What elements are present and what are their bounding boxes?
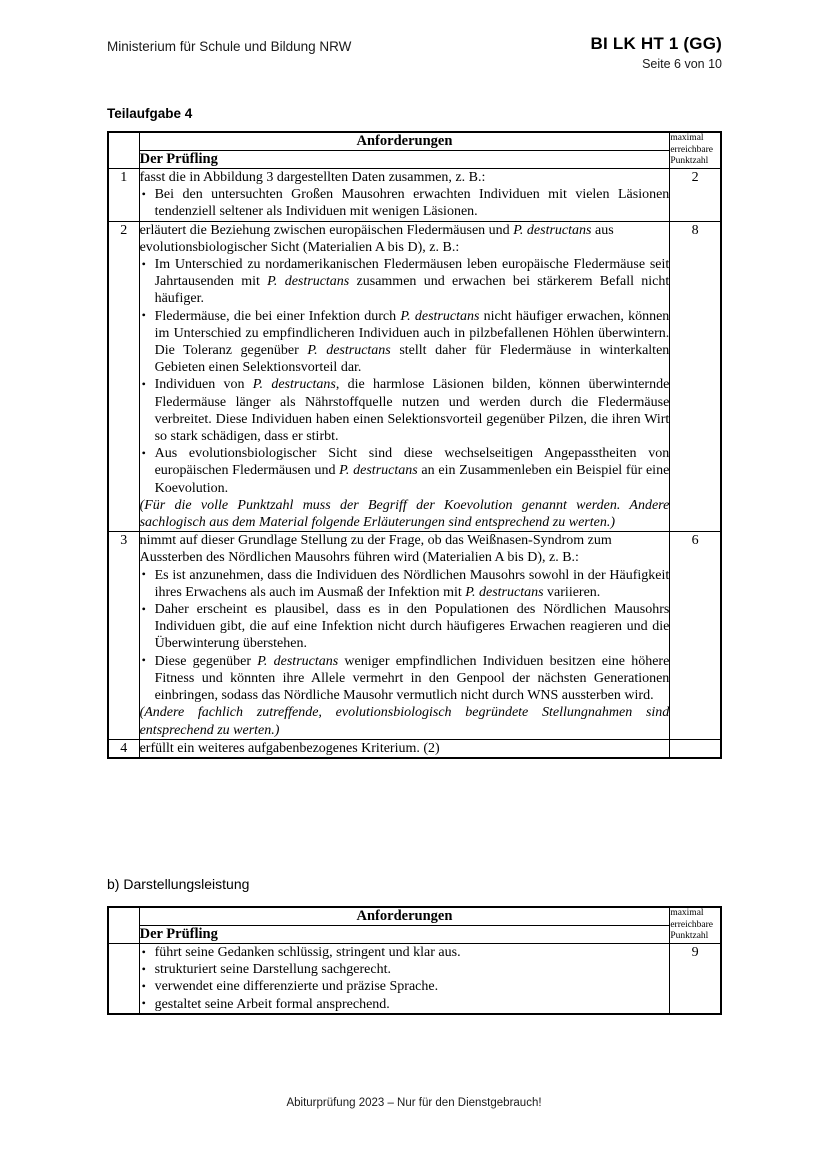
row-requirements xyxy=(139,739,670,758)
table-row xyxy=(108,169,721,222)
max-points-line-3: Punktzahl xyxy=(670,156,709,166)
ministry-name: Ministerium für Schule und Bildung NRW xyxy=(107,39,352,54)
species-name: P. destructans xyxy=(267,274,350,290)
max-points-line-2: erreichbare xyxy=(670,919,714,930)
row-points: 2 xyxy=(670,169,721,222)
row-note: (Für die volle Punktzahl muss der Begriff der Koevolution genannt werden. Andere sachlogisch aus dem Material folgende Erläuterungen sind entsprechend zu werten.) xyxy=(139,497,670,531)
header-candidate: Der Prüfling xyxy=(139,151,670,169)
row-number: 3 xyxy=(108,532,139,739)
bullet-part-a: Fledermäuse, die bei einer Infektion durch xyxy=(154,308,401,324)
list-item: • Bei den untersuchten Großen Mausohren erwachten Individuen mit vielen Läsionen tendenziell seltener als Individuen mit wenigen Läsionen. xyxy=(140,186,670,220)
list-item: • strukturiert seine Darstellung sachgerecht. xyxy=(140,961,670,978)
bullet-part-a: Aus evolutionsbiologischer Sicht sind diese wechselseitigen Angepasstheiten von europäischen Fledermäusen und xyxy=(154,446,670,479)
header-max-points xyxy=(670,132,721,169)
species-name: P. destructans xyxy=(339,463,418,479)
bullet-part-b: zusammen und erwachen bei stärkerem Befall nicht häufiger. xyxy=(154,274,670,307)
list-item xyxy=(140,653,670,705)
exam-code: BI LK HT 1 (GG) xyxy=(590,34,722,53)
criteria-table-teilaufgabe-4 xyxy=(107,131,722,759)
bullet-part-b: , die harmlose Läsionen bilden, können überwinternde Fledermäuse länger als Nährstoffquelle nutzen und werden durch die Fledermäuse verbreitet. Diese Individuen haben einen Selektionsvorteil gegenüber Pilzen, die ihren Wirt so stark schädigen, dass er stirbt. xyxy=(154,377,670,445)
row-number: 4 xyxy=(108,739,139,758)
table-header-row-1 xyxy=(108,132,721,151)
header-number-cell xyxy=(108,132,139,169)
row-number xyxy=(108,944,139,1014)
max-points-line-1: maximal xyxy=(670,133,704,143)
bullet-part-a: Individuen von xyxy=(154,377,253,393)
bullet-part-a: Diese gegenüber xyxy=(154,653,258,669)
header-max-points xyxy=(670,907,721,944)
species-name: P. destructans xyxy=(257,653,339,669)
bullet-part-b: variieren. xyxy=(543,584,601,600)
bullet-part-b: an ein Zusammenleben ein Beispiel für eine Koevolution. xyxy=(154,463,670,496)
table-header-row-2 xyxy=(108,151,721,169)
row-bullet-list xyxy=(140,186,670,220)
bullet-part-c: stellt daher für Fledermäuse in winterkalten Gebieten einen Selektionsvorteil dar. xyxy=(154,343,670,376)
list-item xyxy=(140,256,670,308)
document-footer: Abiturprüfung 2023 – Nur für den Dienstgebrauch! xyxy=(286,1097,542,1109)
row-points: 6 xyxy=(670,532,721,739)
max-points-line-2: erreichbare xyxy=(670,144,714,155)
bullet-part-b: nicht häufiger erwachen, können im Unterschied zu empfindlicheren Individuen auch in pilzbefallenen Höhlen überwintern. Die Toleranz gegenüber xyxy=(154,308,670,359)
row-points: 9 xyxy=(670,944,721,1014)
row-requirements xyxy=(139,169,670,222)
max-points-line-1: maximal xyxy=(670,908,704,918)
bullet-part-a: Es ist anzunehmen, dass die Individuen des Nördlichen Mausohrs sowohl in der Häufigkeit ihres Erwachens als auch im Ausmaß der Infektion mit xyxy=(154,567,670,600)
document-header xyxy=(107,33,722,73)
table-row xyxy=(108,532,721,739)
bullet-part-b: weniger empfindlichen Individuen besitzen eine höhere Fitness und könnten ihre Allele vermehrt in den Genpool der nächsten Generationen einbringen, sodass das Nördliche Mausohr vermutlich nicht durch WNS aussterben wird. xyxy=(154,653,670,704)
table-row xyxy=(108,221,721,532)
list-item xyxy=(140,445,670,497)
species-name: P. destructans xyxy=(513,222,592,238)
lead-part-b: aus evolutionsbiologischer Sicht (Materialien A bis D), z. B.: xyxy=(139,222,614,255)
table-row xyxy=(108,739,721,758)
section-title-teilaufgabe-4: Teilaufgabe 4 xyxy=(107,106,193,121)
table-header-row-1 xyxy=(108,907,721,926)
row-note: (Andere fachlich zutreffende, evolutionsbiologisch begründete Stellungnahmen sind entsprechend zu werten.) xyxy=(139,705,670,738)
row-number: 2 xyxy=(108,221,139,532)
bullet-part-a: Im Unterschied zu nordamerikanischen Fledermäusen leben europäische Fledermäuse seit Jahrtausenden mit xyxy=(154,257,670,290)
table-row xyxy=(108,944,721,1014)
list-item xyxy=(140,308,670,377)
max-points-line-3: Punktzahl xyxy=(670,931,709,941)
list-item xyxy=(140,567,670,601)
page-indicator: Seite 6 von 10 xyxy=(642,57,722,71)
lead-part-a: erläutert die Beziehung zwischen europäischen Fledermäusen und xyxy=(139,222,514,238)
row-lead-text: fasst die in Abbildung 3 dargestellten Daten zusammen, z. B.: xyxy=(139,170,486,185)
header-requirements: Anforderungen xyxy=(139,907,670,926)
row-lead-text xyxy=(140,222,670,256)
list-item xyxy=(140,601,670,653)
species-name: P. destructans xyxy=(307,343,391,359)
row-points: 8 xyxy=(670,221,721,532)
header-number-cell xyxy=(108,907,139,944)
criteria-table-darstellungsleistung xyxy=(107,906,722,1015)
row-points xyxy=(670,739,721,758)
row-requirements xyxy=(139,221,670,532)
row-lead-text: erfüllt ein weiteres aufgabenbezogenes Kriterium. (2) xyxy=(139,740,440,756)
row-requirements xyxy=(139,944,670,1014)
row-bullet-list xyxy=(140,567,670,705)
row-requirements xyxy=(139,532,670,739)
list-item: • gestaltet seine Arbeit formal ansprechend. xyxy=(140,996,670,1013)
list-item xyxy=(140,376,670,445)
species-name: P. destructans xyxy=(400,308,480,324)
bullet-part-a: Daher erscheint es plausibel, dass es in den Populationen des Nördlichen Mausohrs Individuen gibt, die auf eine Infektion nicht durch häufigeres Erwachen reagieren und die Überwinterung überstehen. xyxy=(154,602,670,652)
list-item: • führt seine Gedanken schlüssig, stringent und klar aus. xyxy=(140,944,670,961)
table-header-row-2 xyxy=(108,926,721,944)
row-bullet-list xyxy=(140,944,670,1013)
row-bullet-list xyxy=(140,256,670,497)
row-number: 1 xyxy=(108,169,139,222)
section-title-darstellungsleistung: b) Darstellungsleistung xyxy=(107,876,250,892)
row-lead-text: nimmt auf dieser Grundlage Stellung zu der Frage, ob das Weißnasen-Syndrom zum Aussterben des Nördlichen Mausohrs führen wird (Materialien A bis D), z. B.: xyxy=(139,533,612,566)
header-right-block xyxy=(591,33,722,73)
species-name: P. destructans xyxy=(465,584,544,600)
header-requirements: Anforderungen xyxy=(139,132,670,151)
species-name: P. destructans xyxy=(252,377,336,393)
header-candidate: Der Prüfling xyxy=(139,926,670,944)
list-item: • verwendet eine differenzierte und präzise Sprache. xyxy=(140,978,670,995)
